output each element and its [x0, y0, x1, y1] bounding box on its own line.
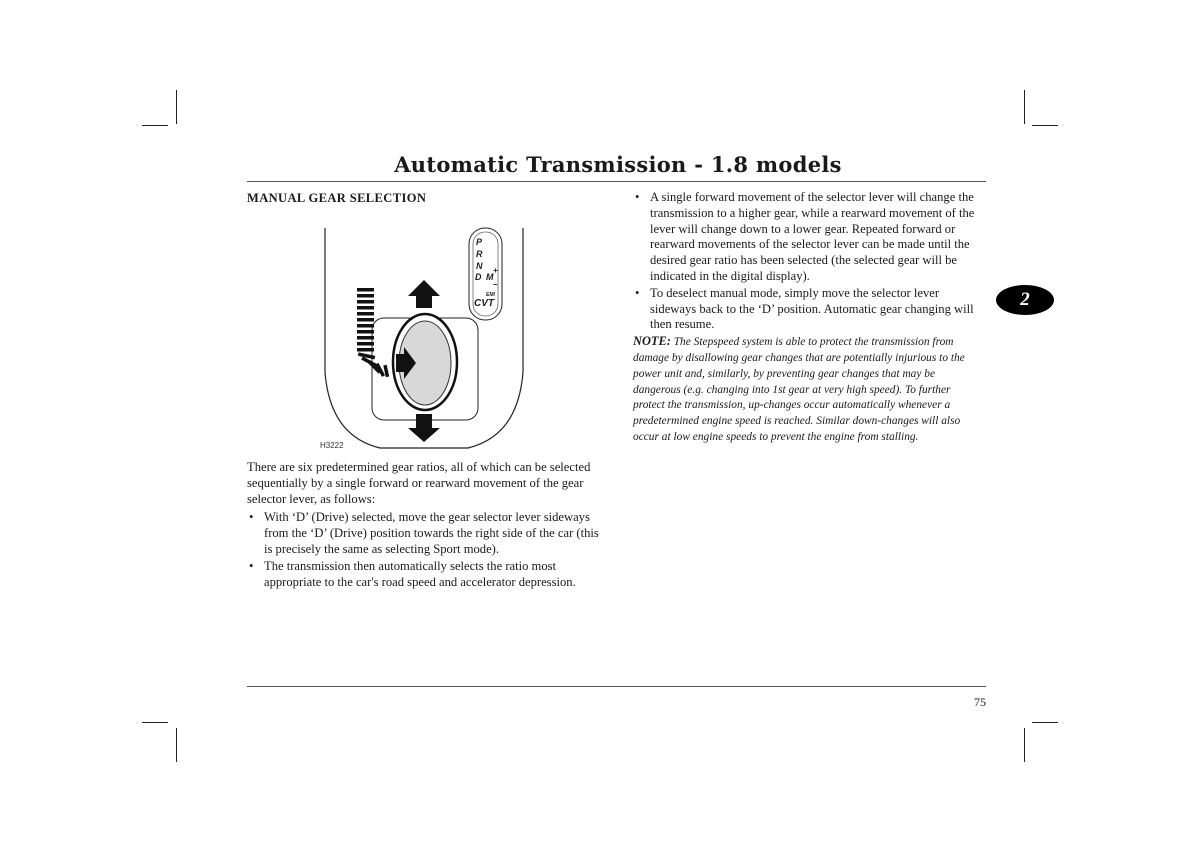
gate-plus: +: [493, 266, 498, 275]
figure-code: H3222: [320, 441, 344, 450]
list-item: • A single forward movement of the selector lever will change the transmission to a higher gear, while a rearward movement of the lever will change down to a lower gear. Repeated forward or rearward movements of the selector lever can be made until the desired gear ratio has been selected (the selected gear will be indicated in the digital display).: [633, 190, 985, 285]
left-bullet-list: [247, 510, 599, 590]
note-paragraph: [633, 334, 985, 446]
arrow-down-icon: [408, 414, 440, 442]
gate-minus: –: [493, 280, 498, 289]
page-number: 75: [974, 695, 986, 709]
crop-mark: [1032, 125, 1058, 126]
footer-rule: [247, 686, 986, 687]
arrow-up-icon: [408, 280, 440, 308]
list-item: • With ‘D’ (Drive) selected, move the gear selector lever sideways from the ‘D’ (Drive) position towards the right side of the car (this is precisely the same as selecting Sport mode).: [247, 510, 599, 557]
gate-letter-r: R: [476, 249, 483, 259]
note-label: NOTE:: [633, 334, 671, 349]
crop-mark: [176, 90, 177, 124]
crop-mark: [1032, 722, 1058, 723]
right-bullet-list: [633, 190, 985, 333]
page-title: Automatic Transmission - 1.8 models: [394, 152, 842, 177]
intro-paragraph: There are six predetermined gear ratios, all of which can be selected sequentially by a single forward or rearward movement of the gear selector lever, as follows:: [247, 460, 591, 506]
crop-mark: [176, 728, 177, 762]
note-text: The Stepspeed system is able to protect the transmission from damage by disallowing gear changes that are potentially injurious to the power unit and, similarly, by preventing gear changes that may be dangerous (e.g. changing into 1st gear at very high speed). To further protect the transmission, up-changes occur automatically whenever a predetermined engine speed is reached. Similar down-changes will also occur at low engine speeds to prevent the engine from stalling.: [633, 336, 965, 443]
gate-letter-d: D: [475, 272, 482, 282]
crop-mark: [1024, 728, 1025, 762]
sideways-motion-stripes: [357, 288, 389, 377]
crop-mark: [142, 125, 168, 126]
title-rule: [247, 181, 986, 182]
gear-selector-figure: [318, 222, 530, 458]
chapter-tab: 2: [996, 285, 1054, 315]
crop-mark: [142, 722, 168, 723]
gate-letter-p: P: [476, 237, 483, 247]
gate-letter-m: M: [486, 272, 494, 282]
crop-mark: [1024, 90, 1025, 124]
list-item: • The transmission then automatically selects the ratio most appropriate to the car's road speed and accelerator depression.: [247, 559, 599, 591]
cvt-mark: CVT: [474, 298, 494, 309]
emi-mark: EMI: [486, 292, 495, 298]
right-column: [633, 190, 985, 446]
list-item: • To deselect manual mode, simply move the selector lever sideways back to the ‘D’ position. Automatic gear changing will then resume.: [633, 286, 985, 333]
left-column: [247, 460, 599, 591]
section-heading: MANUAL GEAR SELECTION: [247, 191, 427, 205]
gate-letter-n: N: [476, 261, 483, 271]
